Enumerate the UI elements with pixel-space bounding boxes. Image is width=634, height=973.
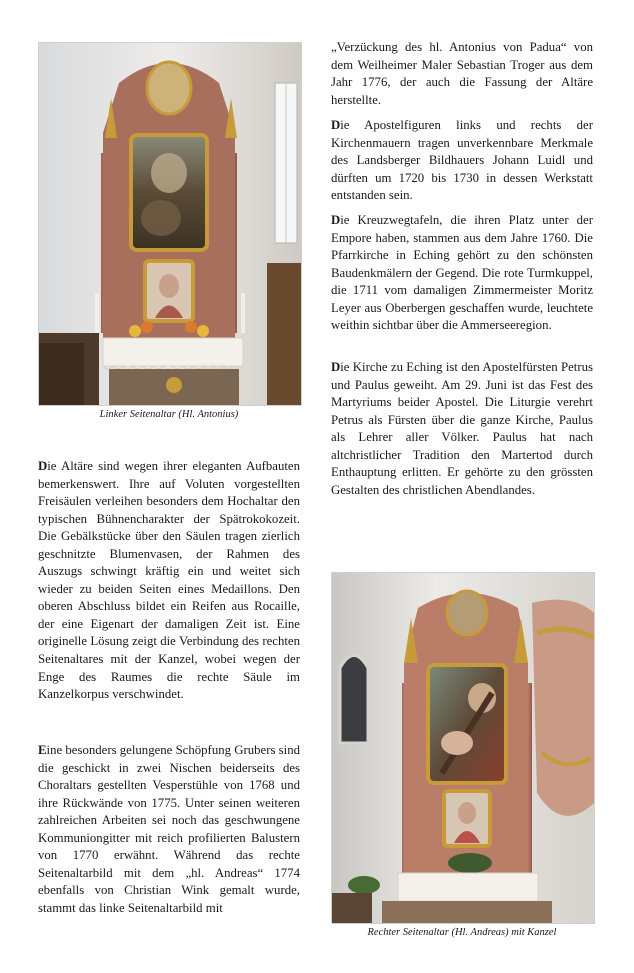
drop-letter: D xyxy=(38,459,48,473)
drop-letter: D xyxy=(331,360,341,374)
left-figure-caption: Linker Seitenaltar (Hl. Antonius) xyxy=(99,409,239,420)
paragraph-body: ie Apostelfiguren links und rechts der Kirchenmauern tragen unverkennbare Merkmale des Landsberger Bildhauers Johann Luidl und dürften um 1720 bis 1730 in dessen Werkstatt entstanden sein. xyxy=(331,118,593,203)
right-altar-illustration xyxy=(332,573,594,923)
left-paragraph-1 xyxy=(38,458,300,704)
right-paragraph-0 xyxy=(331,39,593,109)
right-figure-caption: Rechter Seitenaltar (Hl. Andreas) mit Kanzel xyxy=(367,927,557,938)
right-paragraph-3 xyxy=(331,359,593,499)
drop-letter: D xyxy=(331,213,341,227)
right-altar-photo xyxy=(331,572,595,924)
paragraph-body: „Verzückung des hl. Antonius von Padua“ von dem Weilheimer Maler Sebastian Troger aus dem Jahr 1776, der auch die Fassung der Altäre herstellte. xyxy=(331,40,593,107)
paragraph-body: ie Kreuzwegtafeln, die ihren Platz unter der Empore haben, stammen aus dem Jahre 1760. Die Pfarrkirche in Eching gehört zu den schönsten Baudenkmälern der Gegend. Die rote Turmkuppel, die 1711 vom damaligen Zimmermeister Moritz Leyer aus Oberbergen geschaffen wurde, leuchtete weithin sichtbar über die Ammerseeregion. xyxy=(331,213,593,333)
right-paragraph-2 xyxy=(331,212,593,335)
paragraph-body: ie Kirche zu Eching ist den Apostelfürsten Petrus und Paulus geweiht. Am 29. Juni ist das Fest des Martyriums beider Apostel. Die Liturgie verehrt Petrus als Fürsten über die ganze Kirche, Paulus als Lehrer aller Völker. Paulus hat nach altchristlicher Tradition den Martertod durch Enthauptung erlitten. Er gehörte zu den grössten Gestalten des christlichen Abendlandes. xyxy=(331,360,593,497)
left-altar-photo xyxy=(38,42,302,406)
left-paragraph-2 xyxy=(38,742,300,917)
right-paragraph-1 xyxy=(331,117,593,205)
paragraph-body: ie Altäre sind wegen ihrer eleganten Aufbauten bemerkenswert. Ihre auf Voluten vorgestellten Freisäulen verleihen besonders dem Hochaltar den typischen Bühnencharakter der Spätrokokozeit. Die Gebälkstücke über den Säulen tragen zierlich geschnitzte Blumenvasen, der Rahmen des Auszugs schwingt kräftig ein und weitet sich wieder zu beiden Seiten eines Medaillons. Den oberen Abschluss bildet ein Reifen aus Rocaille, der eine Eigenart der damaligen Zeit ist. Eine originelle Lösung zeigt die Verbindung des rechten Seitenaltares mit der Kanzel, wobei wegen der Enge des Raumes die rechte Säule im Kanzelkorpus verschwindet. xyxy=(38,459,300,702)
drop-letter: E xyxy=(38,743,47,757)
paragraph-body: ine besonders gelungene Schöpfung Grubers sind die geschickt in zwei Nischen beiderseits des Choraltars gestellten Vesperstühle von 1768 und ihre Rückwände von 1775. Unter seinen weiteren zahlreichen Arbeiten sei noch das geschwungene Kommuniongitter mit reich profilierten Balustern von 1770 erwähnt. Während das rechte Seitenaltarbild mit dem „hl. Andreas“ 1774 ebenfalls von Christian Wink gemalt wurde, stammt das linke Seitenaltarbild mit xyxy=(38,743,300,915)
left-altar-illustration xyxy=(39,43,301,405)
drop-letter: D xyxy=(331,118,341,132)
